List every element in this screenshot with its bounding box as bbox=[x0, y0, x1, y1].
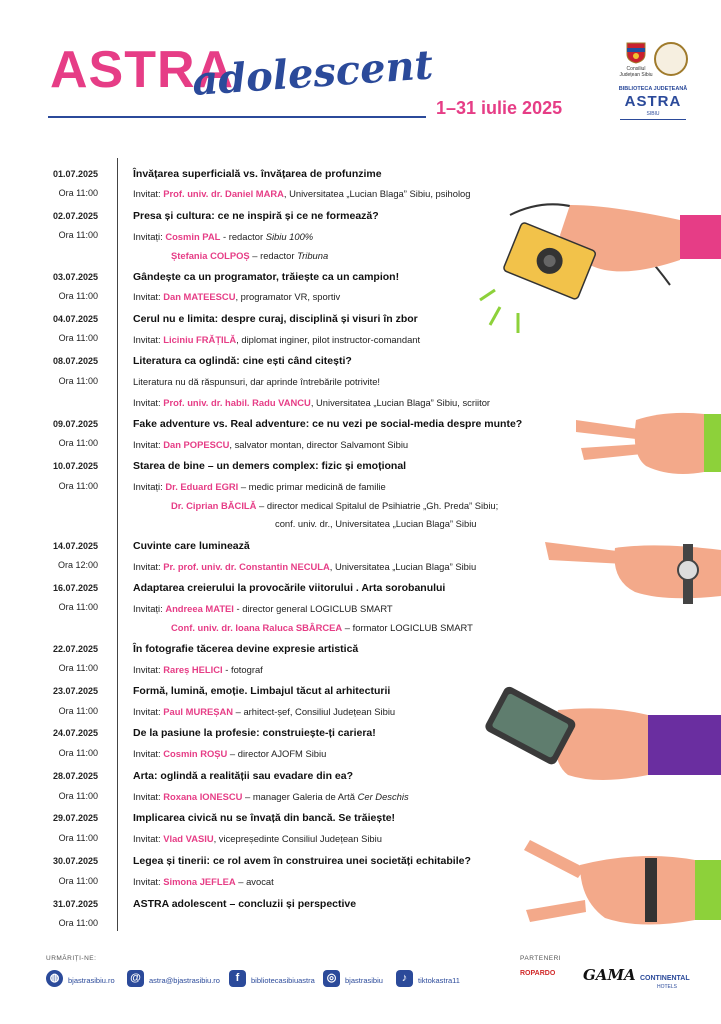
event-title: Arta: oglindă a realității sau evadare din ea? bbox=[133, 770, 353, 782]
library-city: SIBIU bbox=[646, 111, 660, 117]
event-title: ASTRA adolescent – concluzii și perspective bbox=[133, 898, 357, 910]
event-date: 09.07.2025 bbox=[52, 419, 98, 429]
event-date: 24.07.2025 bbox=[52, 728, 98, 738]
event-title: Implicarea civică nu se învață din bancă. Se trăiește! bbox=[133, 812, 396, 824]
library-label: BIBLIOTECA JUDEȚEANĂ bbox=[618, 86, 688, 92]
event-title: Legea și tinerii: ce rol avem în construirea unei societăți echitabile? bbox=[133, 855, 471, 867]
event-date: 22.07.2025 bbox=[52, 644, 98, 654]
county-crest-icon bbox=[626, 42, 646, 64]
title-underline bbox=[48, 116, 426, 118]
event-title: Presa și cultura: ce ne inspiră și ce ne formează? bbox=[133, 210, 379, 222]
event-date: 30.07.2025 bbox=[52, 856, 98, 866]
event-date: 08.07.2025 bbox=[52, 356, 98, 366]
event-time: Ora 11:00 bbox=[58, 376, 98, 386]
event-time: Ora 11:00 bbox=[58, 438, 98, 448]
event-time: Ora 11:00 bbox=[58, 791, 98, 801]
event-date: 31.07.2025 bbox=[52, 899, 98, 909]
event-guest: Invitați: Cosmin PAL - redactor Sibiu 100% bbox=[133, 231, 314, 242]
event-time: Ora 11:00 bbox=[58, 918, 98, 928]
event-guest: Invitat: Paul MUREȘAN – arhitect-șef, Consiliul Județean Sibiu bbox=[133, 706, 396, 717]
hand-rock-illustration bbox=[520, 840, 721, 930]
event-time: Ora 11:00 bbox=[58, 602, 98, 612]
event-guest: Invitat: Pr. prof. univ. dr. Constantin NECULA, Universitatea „Lucian Blaga” Sibiu bbox=[133, 561, 477, 572]
event-title: Adaptarea creierului la provocările viitorului . Arta sorobanului bbox=[133, 582, 446, 594]
hand-camera-illustration bbox=[470, 185, 721, 345]
hand-watch-illustration bbox=[545, 530, 721, 610]
event-time: Ora 11:00 bbox=[58, 481, 98, 491]
instagram-icon[interactable]: ◎ bbox=[323, 970, 340, 987]
event-guest: Conf. univ. dr. Ioana Raluca SBÂRCEA – formator LOGICLUB SMART bbox=[171, 622, 473, 633]
title-adolescent: adolescent bbox=[190, 41, 435, 105]
event-time: Ora 11:00 bbox=[58, 663, 98, 673]
event-title: Cerul nu e limita: despre curaj, disciplină și visuri în zbor bbox=[133, 313, 418, 325]
event-date: 16.07.2025 bbox=[52, 583, 98, 593]
logo-rule bbox=[620, 119, 686, 120]
event-date: 29.07.2025 bbox=[52, 813, 98, 823]
event-dates: 1–31 iulie 2025 bbox=[436, 98, 563, 118]
event-time: Ora 11:00 bbox=[58, 230, 98, 240]
event-title: Fake adventure vs. Real adventure: ce nu vezi pe social-media despre munte? bbox=[133, 418, 523, 430]
facebook-icon[interactable]: f bbox=[229, 970, 246, 987]
event-time: Ora 11:00 bbox=[58, 333, 98, 343]
email-link[interactable]: astra@bjastrasibiu.ro bbox=[149, 976, 220, 985]
globe-icon[interactable]: ◍ bbox=[46, 970, 63, 987]
hand-phone-illustration bbox=[468, 680, 721, 790]
event-guest: Invitați: Dr. Eduard EGRI – medic primar medicină de familie bbox=[133, 481, 386, 492]
event-tagline: Literatura nu dă răspunsuri, dar aprinde întrebările potrivite! bbox=[133, 376, 381, 387]
event-time: Ora 12:00 bbox=[57, 560, 98, 570]
event-time: Ora 11:00 bbox=[58, 833, 98, 843]
event-title: Gândește ca un programator, trăiește ca un campion! bbox=[133, 271, 400, 283]
schedule-divider bbox=[117, 158, 118, 931]
event-guest: Invitat: Liciniu FRĂȚILĂ, diplomat inginer, pilot instructor-comandant bbox=[133, 334, 421, 345]
event-title: Învățarea superficială vs. învățarea de profunzime bbox=[133, 168, 382, 180]
event-guest: Invitat: Rareș HELICI - fotograf bbox=[133, 664, 263, 675]
event-title: În fotografie tăcerea devine expresie artistică bbox=[133, 643, 359, 655]
event-date: 03.07.2025 bbox=[52, 272, 98, 282]
event-guest: Invitat: Dan POPESCU, salvator montan, director Salvamont Sibiu bbox=[133, 439, 409, 450]
event-time: Ora 11:00 bbox=[58, 876, 98, 886]
event-guest: Invitat: Roxana IONESCU – manager Galeria de Artă Cer Deschis bbox=[133, 791, 409, 802]
event-date: 10.07.2025 bbox=[52, 461, 98, 471]
event-time: Ora 11:00 bbox=[58, 706, 98, 716]
council-name: Consiliul Județean Sibiu bbox=[619, 66, 653, 78]
email-icon[interactable]: @ bbox=[127, 970, 144, 987]
event-guest: Invitat: Vlad VASIU, vicepreședinte Consiliul Județean Sibiu bbox=[133, 833, 382, 844]
event-guest: Ștefania COLPOȘ – redactor Tribuna bbox=[171, 250, 329, 261]
partner-continental-logo: CONTINENTAL bbox=[640, 975, 690, 982]
event-guest: Invitat: Prof. univ. dr. Daniel MARA, Universitatea „Lucian Blaga” Sibiu, psiholog bbox=[133, 188, 471, 199]
event-date: 02.07.2025 bbox=[52, 211, 98, 221]
follow-label: URMĂRIȚI-NE: bbox=[46, 955, 97, 962]
library-name: ASTRA bbox=[624, 93, 682, 110]
event-date: 23.07.2025 bbox=[52, 686, 98, 696]
event-guest: Invitat: Cosmin ROȘU – director AJOFM Sibiu bbox=[133, 748, 327, 759]
library-seal-icon bbox=[654, 42, 688, 76]
event-date: 01.07.2025 bbox=[52, 169, 98, 179]
title-astra: ASTRA bbox=[50, 41, 235, 99]
event-title: Cuvinte care luminează bbox=[133, 540, 250, 552]
event-title: De la pasiune la profesie: construiește-ți cariera! bbox=[133, 727, 376, 739]
event-guest: Dr. Ciprian BĂCILĂ – director medical Spitalul de Psihiatrie „Gh. Preda” Sibiu; bbox=[171, 500, 499, 511]
event-date: 04.07.2025 bbox=[52, 314, 98, 324]
event-time: Ora 11:00 bbox=[58, 188, 98, 198]
event-guest: Invitat: Prof. univ. dr. habil. Radu VANCU, Universitatea „Lucian Blaga” Sibiu, scriitor bbox=[133, 397, 491, 408]
hand-peace-illustration bbox=[576, 400, 721, 480]
event-date: 28.07.2025 bbox=[52, 771, 98, 781]
event-date: 14.07.2025 bbox=[52, 541, 98, 551]
website-link[interactable]: bjastrasibiu.ro bbox=[68, 976, 115, 985]
event-time: Ora 11:00 bbox=[58, 291, 98, 301]
event-time: Ora 11:00 bbox=[58, 748, 98, 758]
tiktok-link[interactable]: tiktokastra11 bbox=[418, 976, 460, 985]
event-guest: Invitați: Andreea MATEI - director general LOGICLUB SMART bbox=[133, 603, 393, 614]
event-title: Formă, lumină, emoție. Limbajul tăcut al arhitecturii bbox=[133, 685, 391, 697]
partners-label: PARTENERI bbox=[520, 955, 562, 962]
tiktok-icon[interactable]: ♪ bbox=[396, 970, 413, 987]
event-guest: Invitat: Dan MATEESCU, programator VR, sportiv bbox=[133, 291, 341, 302]
event-title: Literatura ca oglindă: cine ești când citești? bbox=[133, 355, 352, 367]
event-title: Starea de bine – un demers complex: fizic și emoțional bbox=[133, 460, 407, 472]
event-guest: Invitat: Simona JEFLEA – avocat bbox=[133, 876, 274, 887]
instagram-link[interactable]: bjastrasibiu bbox=[345, 976, 383, 985]
partner-continental-sub: HOTELS bbox=[657, 984, 678, 990]
facebook-link[interactable]: bibliotecasibiuastra bbox=[251, 976, 315, 985]
partner-gama-logo: GAMA bbox=[583, 966, 636, 984]
library-logo bbox=[612, 40, 694, 122]
partner-ropardo-logo: ROPARDO bbox=[520, 970, 556, 977]
event-guest-detail: conf. univ. dr., Universitatea „Lucian Blaga” Sibiu bbox=[275, 518, 477, 529]
